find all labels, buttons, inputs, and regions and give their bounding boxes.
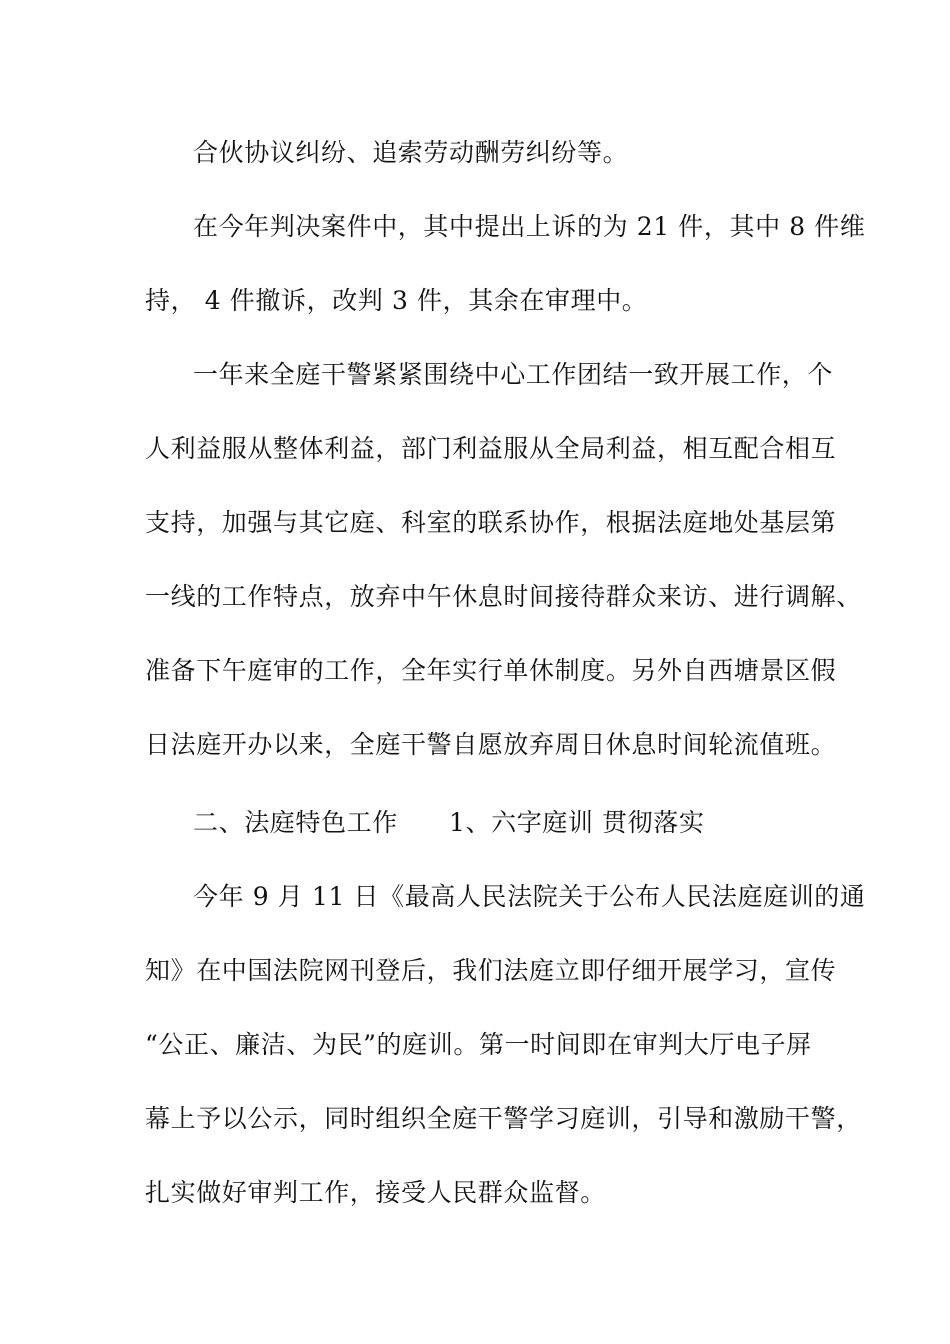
text-line-14: 幕上予以公示，同时组织全庭干警学习庭训，引导和激励干警， xyxy=(145,1104,862,1133)
text-line-11: 今年 9 月 11 日《最高人民法院关于公布人民法庭庭训的通 xyxy=(193,882,866,911)
text-line-5: 人利益服从整体利益，部门利益服从全局利益，相互配合相互 xyxy=(145,434,837,463)
text-line-7: 一线的工作特点，放弃中午休息时间接待群众来访、进行调解、 xyxy=(145,582,862,611)
section-heading: 二、法庭特色工作 1、六字庭训 贯彻落实 xyxy=(193,808,705,837)
text-line-6: 支持，加强与其它庭、科室的联系协作，根据法庭地处基层第 xyxy=(145,508,837,537)
text-line-4: 一年来全庭干警紧紧围绕中心工作团结一致开展工作，个 xyxy=(193,360,834,389)
text-line-15: 扎实做好审判工作，接受人民群众监督。 xyxy=(145,1178,606,1207)
text-line-8: 准备下午庭审的工作，全年实行单休制度。另外自西塘景区假 xyxy=(145,656,837,685)
text-line-13: “公正、廉洁、为民”的庭训。第一时间即在审判大厅电子屏 xyxy=(145,1030,812,1059)
text-line-9: 日法庭开办以来，全庭干警自愿放弃周日休息时间轮流值班。 xyxy=(145,730,837,759)
text-line-2: 在今年判决案件中，其中提出上诉的为 21 件，其中 8 件维 xyxy=(193,212,866,241)
text-line-1: 合伙协议纠纷、追索劳动酬劳纠纷等。 xyxy=(193,138,629,167)
text-line-12: 知》在中国法院网刊登后，我们法庭立即仔细开展学习，宣传 xyxy=(145,956,837,985)
text-line-3: 持， 4 件撤诉，改判 3 件，其余在审理中。 xyxy=(145,286,648,315)
